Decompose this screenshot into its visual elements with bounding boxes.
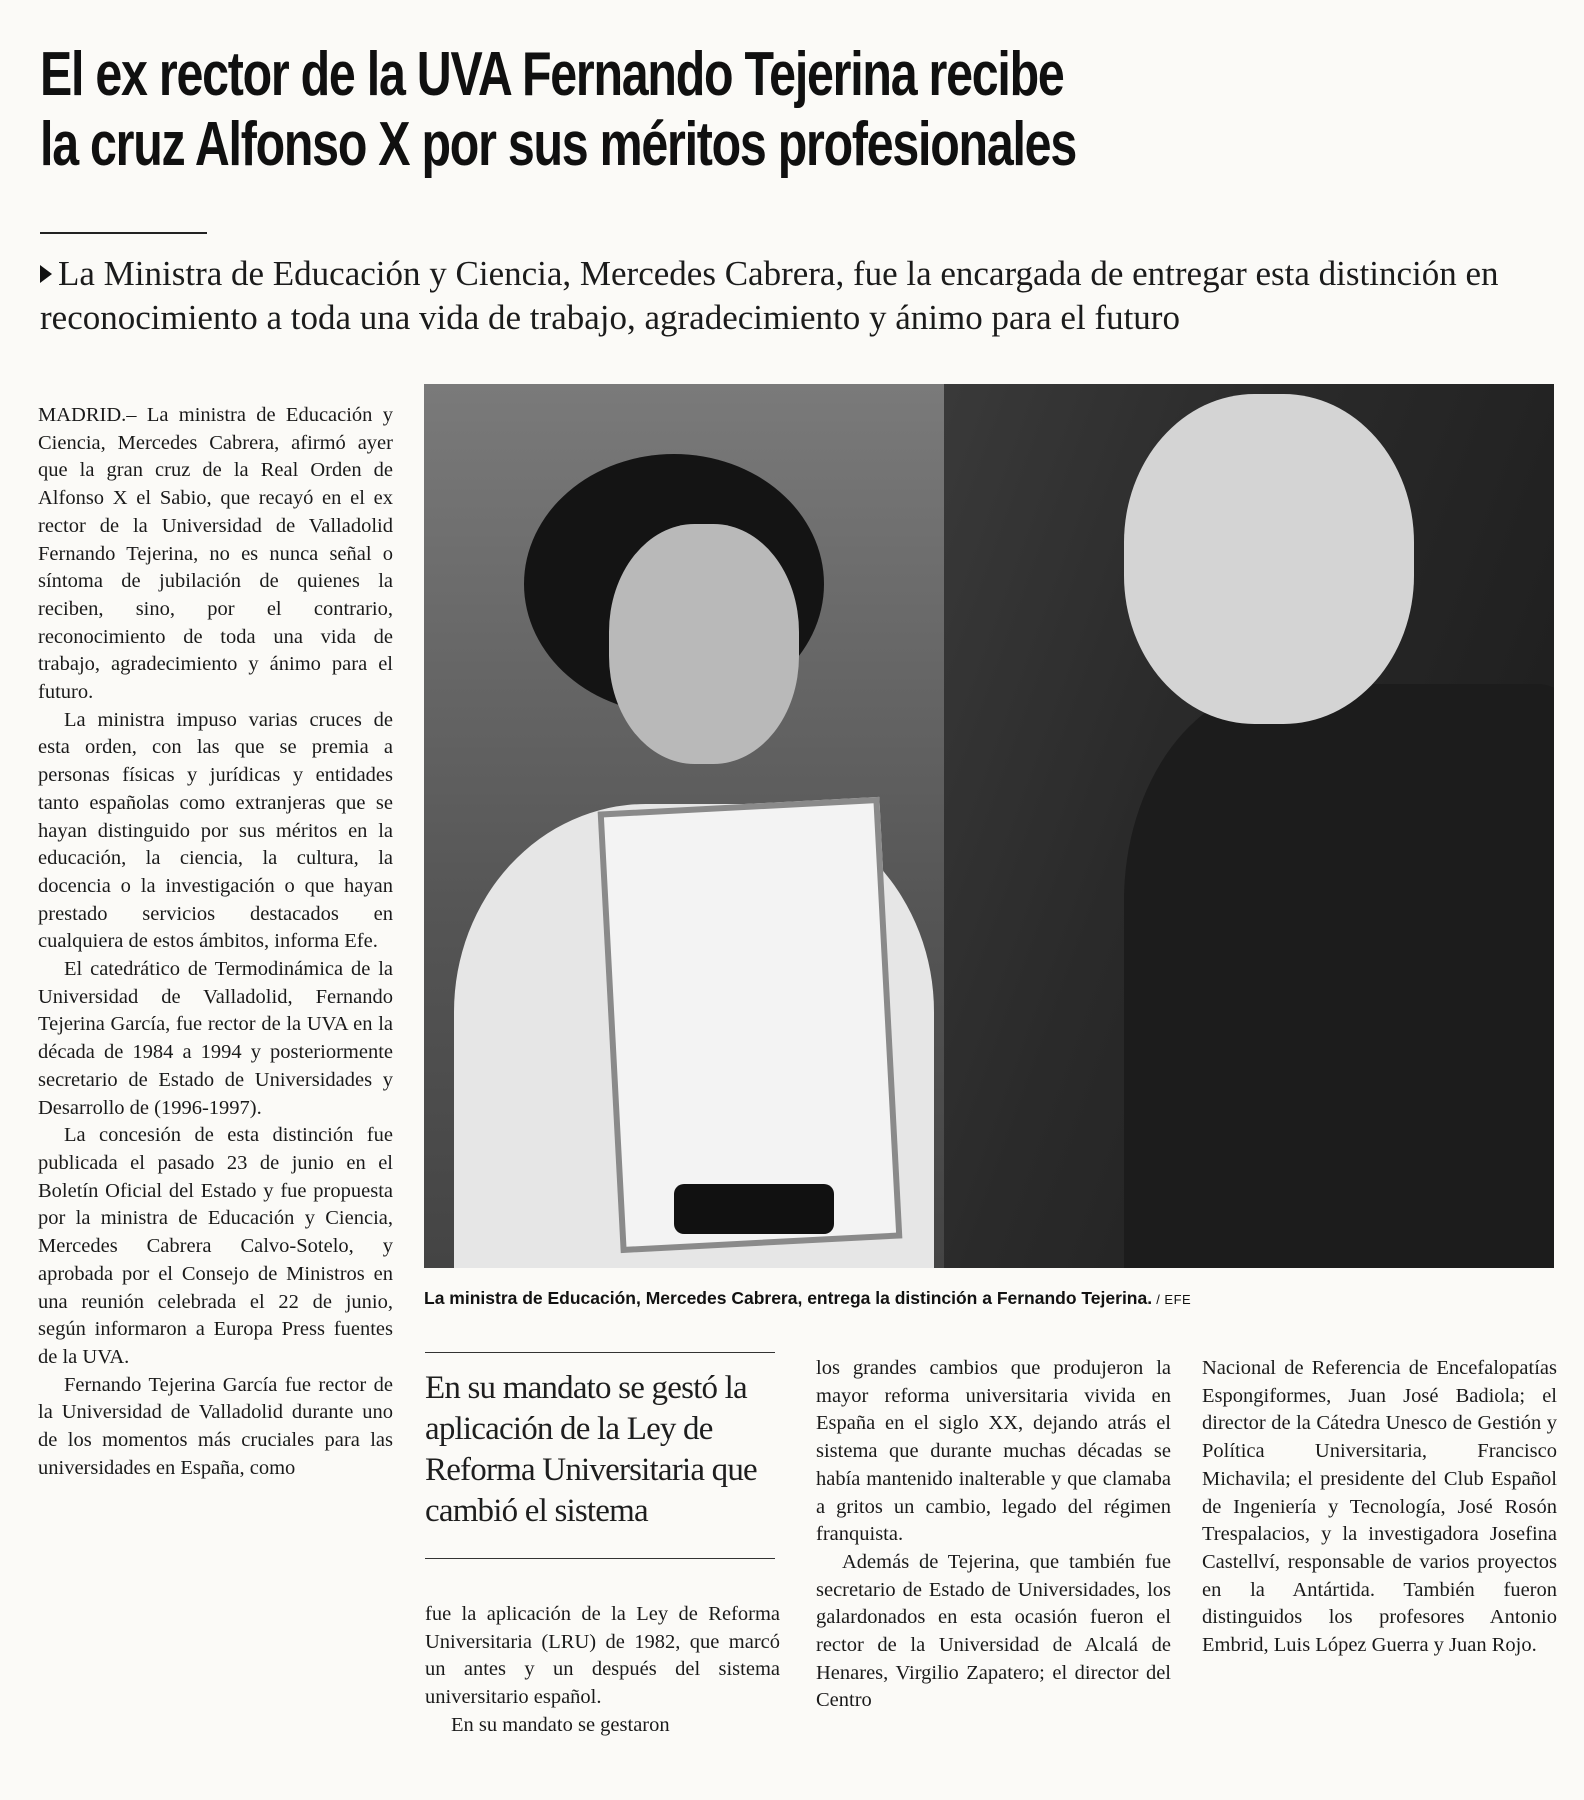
paragraph: MADRID.– La ministra de Educación y Ciencia, Mercedes Cabrera, afirmó ayer que la gran cruz de la Real Orden de Alfonso X el Sabio, que recayó en el ex rector de la Universidad de Valladolid Fernando Tejerina, no es nunca señal o síntoma de jubilación de quienes la reciben, sino, por el contrario, reconocimiento de toda una vida de trabajo, agradecimiento y ánimo para el futuro. — [38, 404, 393, 704]
headline-line-1: El ex rector de la UVA Fernando Tejerina recibe — [40, 40, 1064, 109]
paragraph: La ministra impuso varias cruces de esta orden, con las que se premia a personas físicas y jurídicas y entidades tanto españolas como extranjeras que se hayan distinguido por sus méritos en la educación, la ciencia, la cultura, la docencia o la investigación o que hayan prestado servicios destacados en cualquiera de estos ámbitos, informa Efe. — [38, 708, 393, 953]
paragraph: Nacional de Referencia de Encefalopatías Espongiformes, Juan José Badiola; el director de la Cátedra Unesco de Gestión y Política Universitaria, Francisco Michavila; el presidente del Club Español de Ingeniería y Tecnología, José Rosón Trespalacios, y la investigadora Josefina Castellví, responsable de varios proyectos en la Antártida. También fueron distinguidos los profesores Antonio Embrid, Luis López Guerra y Juan Rojo. — [1202, 1357, 1557, 1657]
headline — [40, 40, 1545, 180]
headline-line-2: la cruz Alfonso X por sus méritos profesionales — [40, 110, 1076, 179]
pull-quote-top-rule — [425, 1352, 775, 1353]
column-2 — [425, 1601, 780, 1740]
paragraph: Fernando Tejerina García fue rector de la Universidad de Valladolid durante uno de los momentos más cruciales para las universidades en España, como — [38, 1373, 393, 1479]
photo-rector-suit — [1124, 684, 1554, 1268]
photo-medal — [674, 1184, 834, 1234]
photo-rector-head — [1124, 394, 1414, 724]
column-1 — [38, 402, 393, 1482]
column-4 — [1202, 1355, 1557, 1660]
paragraph: La concesión de esta distinción fue publicada el pasado 23 de junio en el Boletín Oficial del Estado y fue propuesta por la ministra de Educación y Ciencia, Mercedes Cabrera Calvo-Sotelo, y aprobada por el Consejo de Ministros en una reunión celebrada el 22 de junio, según informaron a Europa Press fuentes de la UVA. — [38, 1124, 393, 1368]
paragraph: El catedrático de Termodinámica de la Universidad de Valladolid, Fernando Tejerina García, fue rector de la UVA en la década de 1984 a 1994 y posteriormente secretario de Estado de Universidades y Desarrollo de (1996-1997). — [38, 958, 393, 1119]
paragraph: Además de Tejerina, que también fue secretario de Estado de Universidades, los galardonados en esta ocasión fueron el rector de la Universidad de Alcalá de Henares, Virgilio Zapatero; el director del Centro — [816, 1550, 1171, 1712]
column-3 — [816, 1355, 1171, 1715]
news-photo — [424, 384, 1554, 1268]
pull-quote: En su mandato se gestó la aplicación de la Ley de Reforma Universitaria que cambió el sistema — [425, 1370, 757, 1529]
photo-caption — [424, 1288, 1554, 1309]
subtitle — [40, 252, 1555, 340]
paragraph: fue la aplicación de la Ley de Reforma Universitaria (LRU) de 1982, que marcó un antes y un después del sistema universitario español. — [425, 1603, 780, 1709]
triangle-bullet-icon — [40, 265, 52, 283]
caption-text: La ministra de Educación, Mercedes Cabrera, entrega la distinción a Fernando Tejerina. — [424, 1288, 1153, 1308]
pull-quote-bottom-rule — [425, 1558, 775, 1559]
photo-minister-face — [609, 524, 799, 764]
subtitle-text: La Ministra de Educación y Ciencia, Mercedes Cabrera, fue la encargada de entregar esta distinción en reconocimiento a toda una vida de trabajo, agradecimiento y ánimo para el futuro — [40, 254, 1499, 337]
paragraph: En su mandato se gestaron — [451, 1713, 670, 1736]
paragraph: los grandes cambios que produjeron la mayor reforma universitaria vivida en España en el siglo XX, dejando atrás el sistema que durante muchas décadas se había mantenido inalterable y que clamaba a gritos un cambio, legado del régimen franquista. — [816, 1357, 1171, 1546]
photo-credit: / EFE — [1152, 1292, 1192, 1307]
headline-divider — [40, 232, 207, 234]
